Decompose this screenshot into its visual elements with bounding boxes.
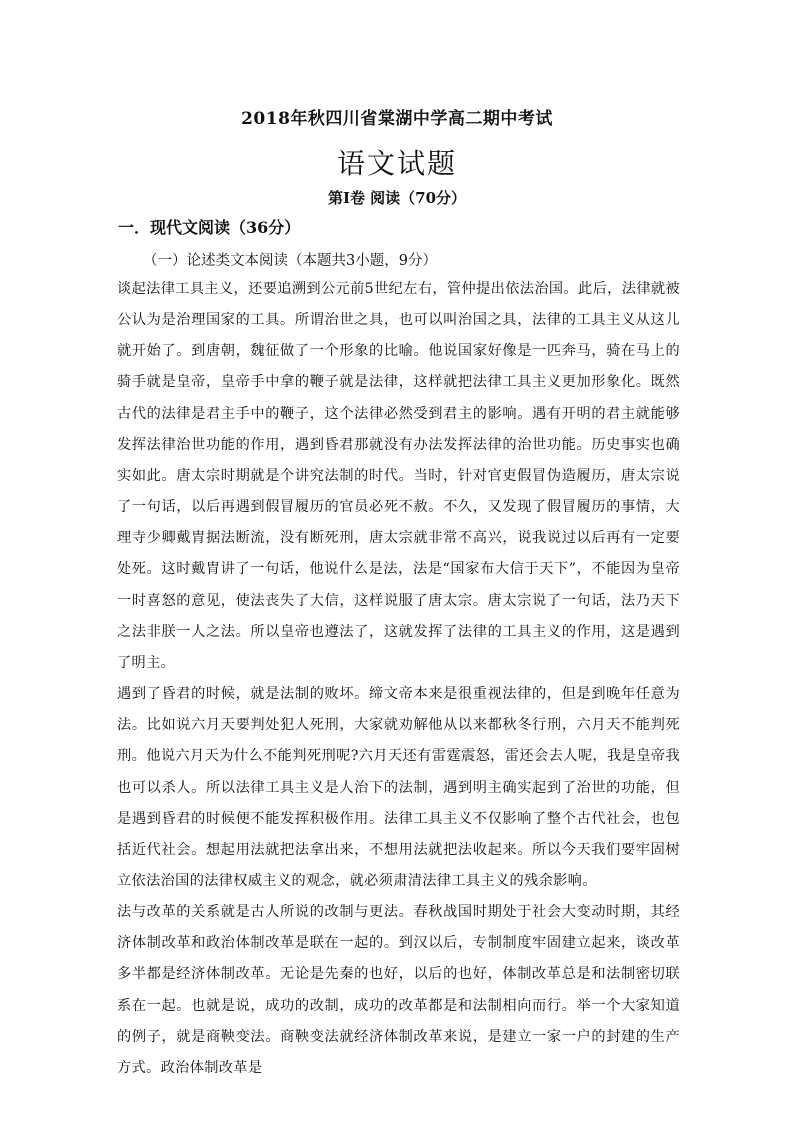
passage-paragraph-2: 遇到了昏君的时候，就是法制的败坏。缔文帝本来是很重视法律的，但是到晚年任意为法。比如说六月天要判处犯人死刑，大家就劝解他从以来都秋冬行刑，六月天不能判死刑。他说六月天为什么不能判死刑呢?六月天还有雷霆震怒，雷还会去人呢，我是皇帝我也可以杀人。所以法律工具主义是人治下的法制，遇到明主确实起到了治世的功能，但是遇到昏君的时候便不能发挥积极作用。法律工具主义不仅影响了整个古代社会，也包括近代社会。想起用法就把法拿出来，不想用法就把法收起来。所以今天我们要牢固树立依法治国的法律权威主义的观念，就必须肃清法律工具主义的残余影响。 (117, 686, 680, 889)
volume-title: 第Ⅰ卷 阅读（70分） (327, 189, 467, 207)
section-title: 一．现代文阅读（36分） (118, 218, 301, 237)
subject-title: 语文试题 (336, 147, 457, 180)
subsection-title: （一）论述类文本阅读（本题共3小题，9分） (143, 253, 437, 269)
passage-paragraph-3: 法与改革的关系就是古人所说的改制与更法。春秋战国时期处于社会大变动时期，其经济体制改革和政治体制改革是联在一起的。到汉以后，专制制度牢固建立起来，谈改革多半都是经济体制改革。无论是先秦的也好，以后的也好，体制改革总是和法制密切联系在一起。也就是说，成功的改制，成功的改革都是和法制相向而行。举一个大家知道的例子，就是商鞅变法。商鞅变法就经济体制改革来说，是建立一家一户的封建的生产方式。政治体制改革是 (117, 904, 680, 1076)
exam-title: 2018年秋四川省棠湖中学高二期中考试 (241, 109, 553, 129)
passage-paragraph-1: 谈起法律工具主义，还要追溯到公元前5世纪左右，管仲提出依法治国。此后，法律就被公认为是治理国家的工具。所谓治世之具，也可以叫治国之具，法律的工具主义从这儿就开始了。到唐朝，魏征做了一个形象的比喻。他说国家好像是一匹奔马，骑在马上的骑手就是皇帝，皇帝手中拿的鞭子就是法律，这样就把法律工具主义更加形象化。既然古代的法律是君主手中的鞭子，这个法律必然受到君主的影响。遇有开明的君主就能够发挥法律治世功能的作用，遇到昏君那就没有办法发挥法律的治世功能。历史事实也确实如此。唐太宗时期就是个讲究法制的时代。当时，针对官吏假冒伪造履历，唐太宗说了一句话，以后再遇到假冒履历的官员必死不赦。不久，又发现了假冒履历的事情，大理寺少卿戴胄据法断流，没有断死刑，唐太宗就非常不高兴，说我说过以后再有一定要处死。这时戴胄讲了一句话，他说什么是法，法是“国家布大信于天下”，不能因为皇帝一时喜怒的意见，使法丧失了大信，这样说服了唐太宗。唐太宗说了一句话，法乃天下之法非朕一人之法。所以皇帝也遵法了，这就发挥了法律的工具主义的作用，这是遇到了明主。 (117, 281, 680, 671)
reading-passage (117, 274, 680, 1084)
